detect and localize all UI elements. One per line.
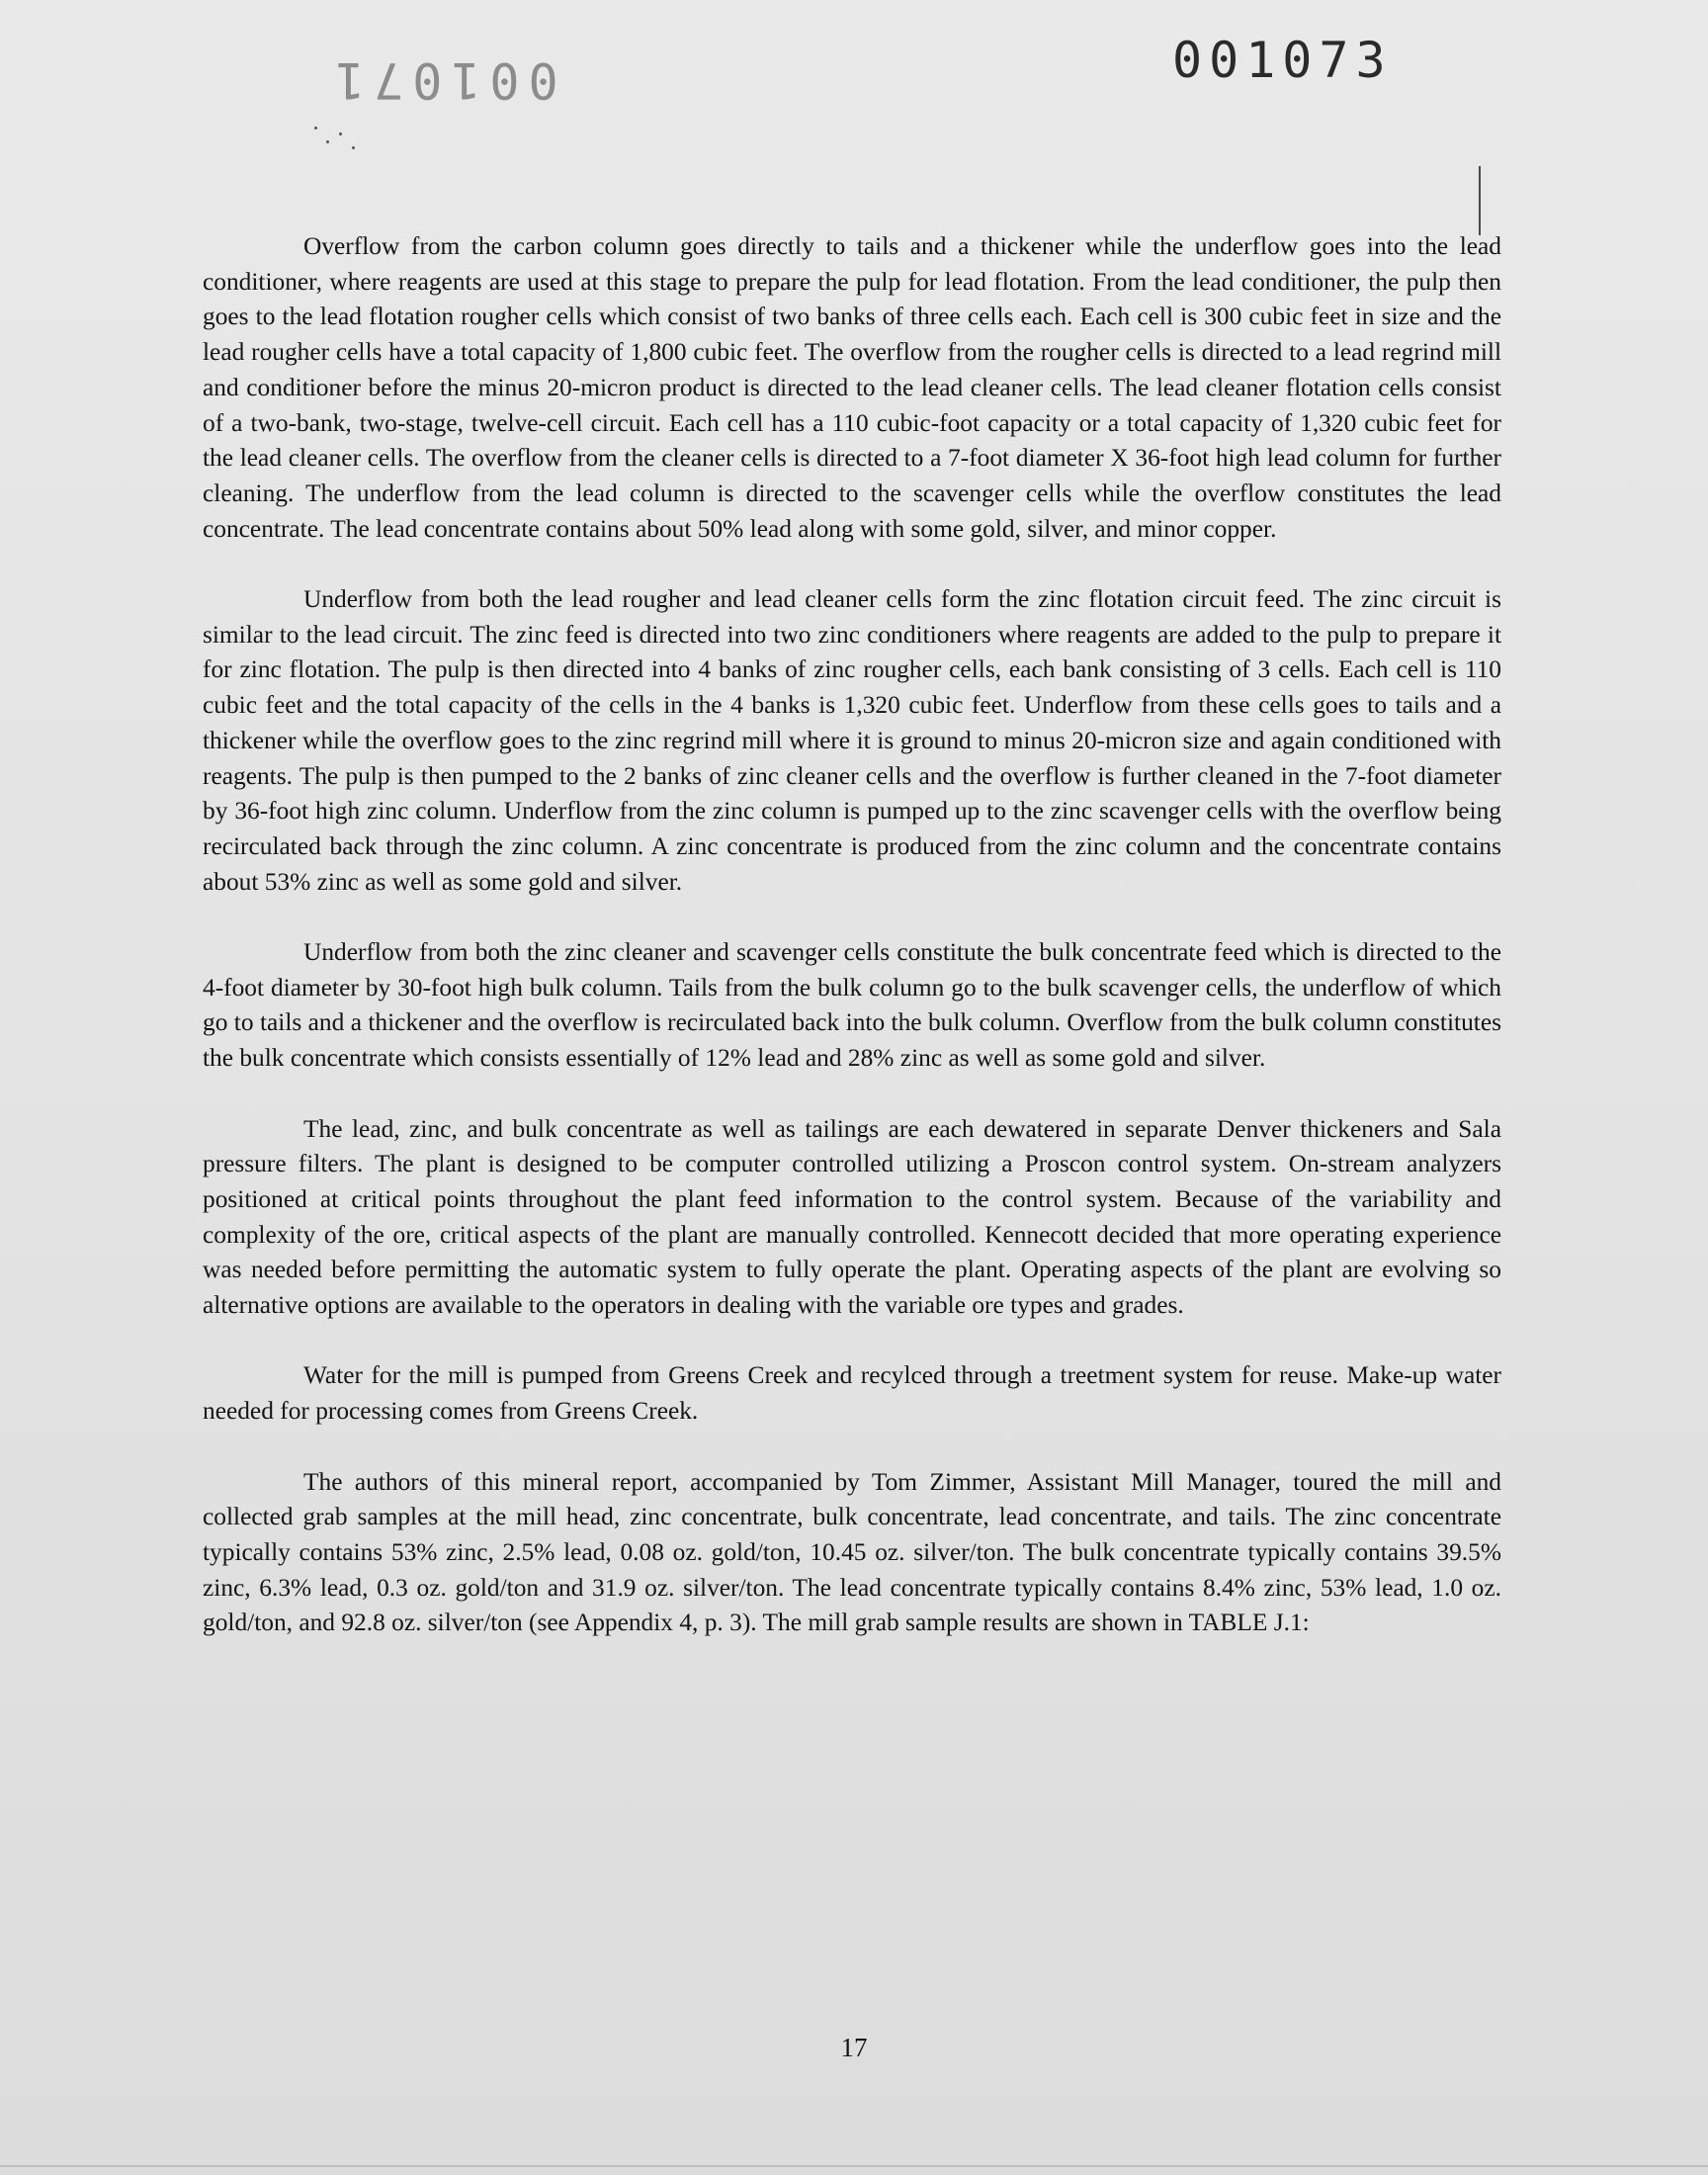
paragraph: Underflow from both the lead rougher and lead cleaner cells form the zinc flotation circuit feed. The zinc circuit is similar to the lead circuit. The zinc feed is directed into two zinc conditioners where reagents are added to the pulp to prepare it for zinc flotation. The pulp is then directed into 4 banks of zinc rougher cells, each bank consisting of 3 cells. Each cell is 110 cubic feet and the total capacity of the cells in the 4 banks is 1,320 cubic feet. Underflow from these cells goes to tails and a thickener while the overflow goes to the zinc regrind mill where it is ground to minus 20-micron size and again conditioned with reagents. The pulp is then pumped to the 2 banks of zinc cleaner cells and the overflow is further cleaned in the 7-foot diameter by 36-foot high zinc column. Underflow from the zinc column is pumped up to the zinc scavenger cells with the overflow being recirculated back through the zinc column. A zinc concentrate is produced from the zinc column and the concentrate contains about 53% zinc as well as some gold and silver.	[203, 585, 1501, 896]
scan-speck	[326, 140, 329, 143]
page-edge	[0, 2165, 1708, 2167]
page-number: 17	[840, 2033, 868, 2062]
paragraph: Underflow from both the zinc cleaner and scavenger cells constitute the bulk concentrate feed which is directed to the 4-foot diameter by 30-foot high bulk column. Tails from the bulk column go to the bulk scavenger cells, the underflow of which go to tails and a thickener and the overflow is recirculated back into the bulk column. Overflow from the bulk column constitutes the bulk concentrate which consists essentially of 12% lead and 28% zinc as well as some gold and silver.	[203, 938, 1501, 1073]
scan-speck	[339, 132, 342, 135]
paragraph: The authors of this mineral report, accompanied by Tom Zimmer, Assistant Mill Manager, toured the mill and collected grab samples at the mill head, zinc concentrate, bulk concentrate, lead concentrate, and tails. The zinc concentrate typically contains 53% zinc, 2.5% lead, 0.08 oz. gold/ton, 10.45 oz. silver/ton. The bulk concentrate typically contains 39.5% zinc, 6.3% lead, 0.3 oz. gold/ton and 31.9 oz. silver/ton. The lead concentrate typically contains 8.4% zinc, 53% lead, 1.0 oz. gold/ton, and 92.8 oz. silver/ton (see Appendix 4, p. 3). The mill grab sample results are shown in TABLE J.1:	[203, 1467, 1501, 1637]
bates-stamp: 001073	[1172, 32, 1393, 89]
paragraph: Water for the mill is pumped from Greens Creek and recylced through a treetment system for reuse. Make-up water needed for processing comes from Greens Creek.	[203, 1361, 1501, 1426]
bates-stamp-faint: 001071	[326, 51, 558, 109]
paragraph: Overflow from the carbon column goes directly to tails and a thickener while the underflow goes into the lead conditioner, where reagents are used at this stage to prepare the pulp for lead flotation. From the lead conditioner, the pulp then goes to the lead flotation rougher cells which consist of two banks of three cells each. Each cell is 300 cubic feet in size and the lead rougher cells have a total capacity of 1,800 cubic feet. The overflow from the rougher cells is directed to a lead regrind mill and conditioner before the minus 20-micron product is directed to the lead cleaner cells. The lead cleaner flotation cells consist of a two-bank, two-stage, twelve-cell circuit. Each cell has a 110 cubic-foot capacity or a total capacity of 1,320 cubic feet for the lead cleaner cells. The overflow from the cleaner cells is directed to a 7-foot diameter X 36-foot high lead column for further cleaning. The underflow from the lead column is directed to the scavenger cells while the overflow constitutes the lead concentrate. The lead concentrate contains about 50% lead along with some gold, silver, and minor copper.	[203, 232, 1501, 543]
body-text	[203, 229, 1501, 1677]
scan-speck	[314, 127, 317, 130]
paragraph: The lead, zinc, and bulk concentrate as well as tailings are each dewatered in separate Denver thickeners and Sala pressure filters. The plant is designed to be computer controlled utilizing a Proscon control system. On-stream analyzers positioned at critical points throughout the plant feed information to the control system. Because of the variability and complexity of the ore, critical aspects of the plant are manually controlled. Kennecott decided that more operating experience was needed before permitting the automatic system to fully operate the plant. Operating aspects of the plant are evolving so alternative options are available to the operators in dealing with the variable ore types and grades.	[203, 1114, 1501, 1320]
scan-mark	[1479, 166, 1481, 235]
scan-speck	[352, 146, 355, 149]
